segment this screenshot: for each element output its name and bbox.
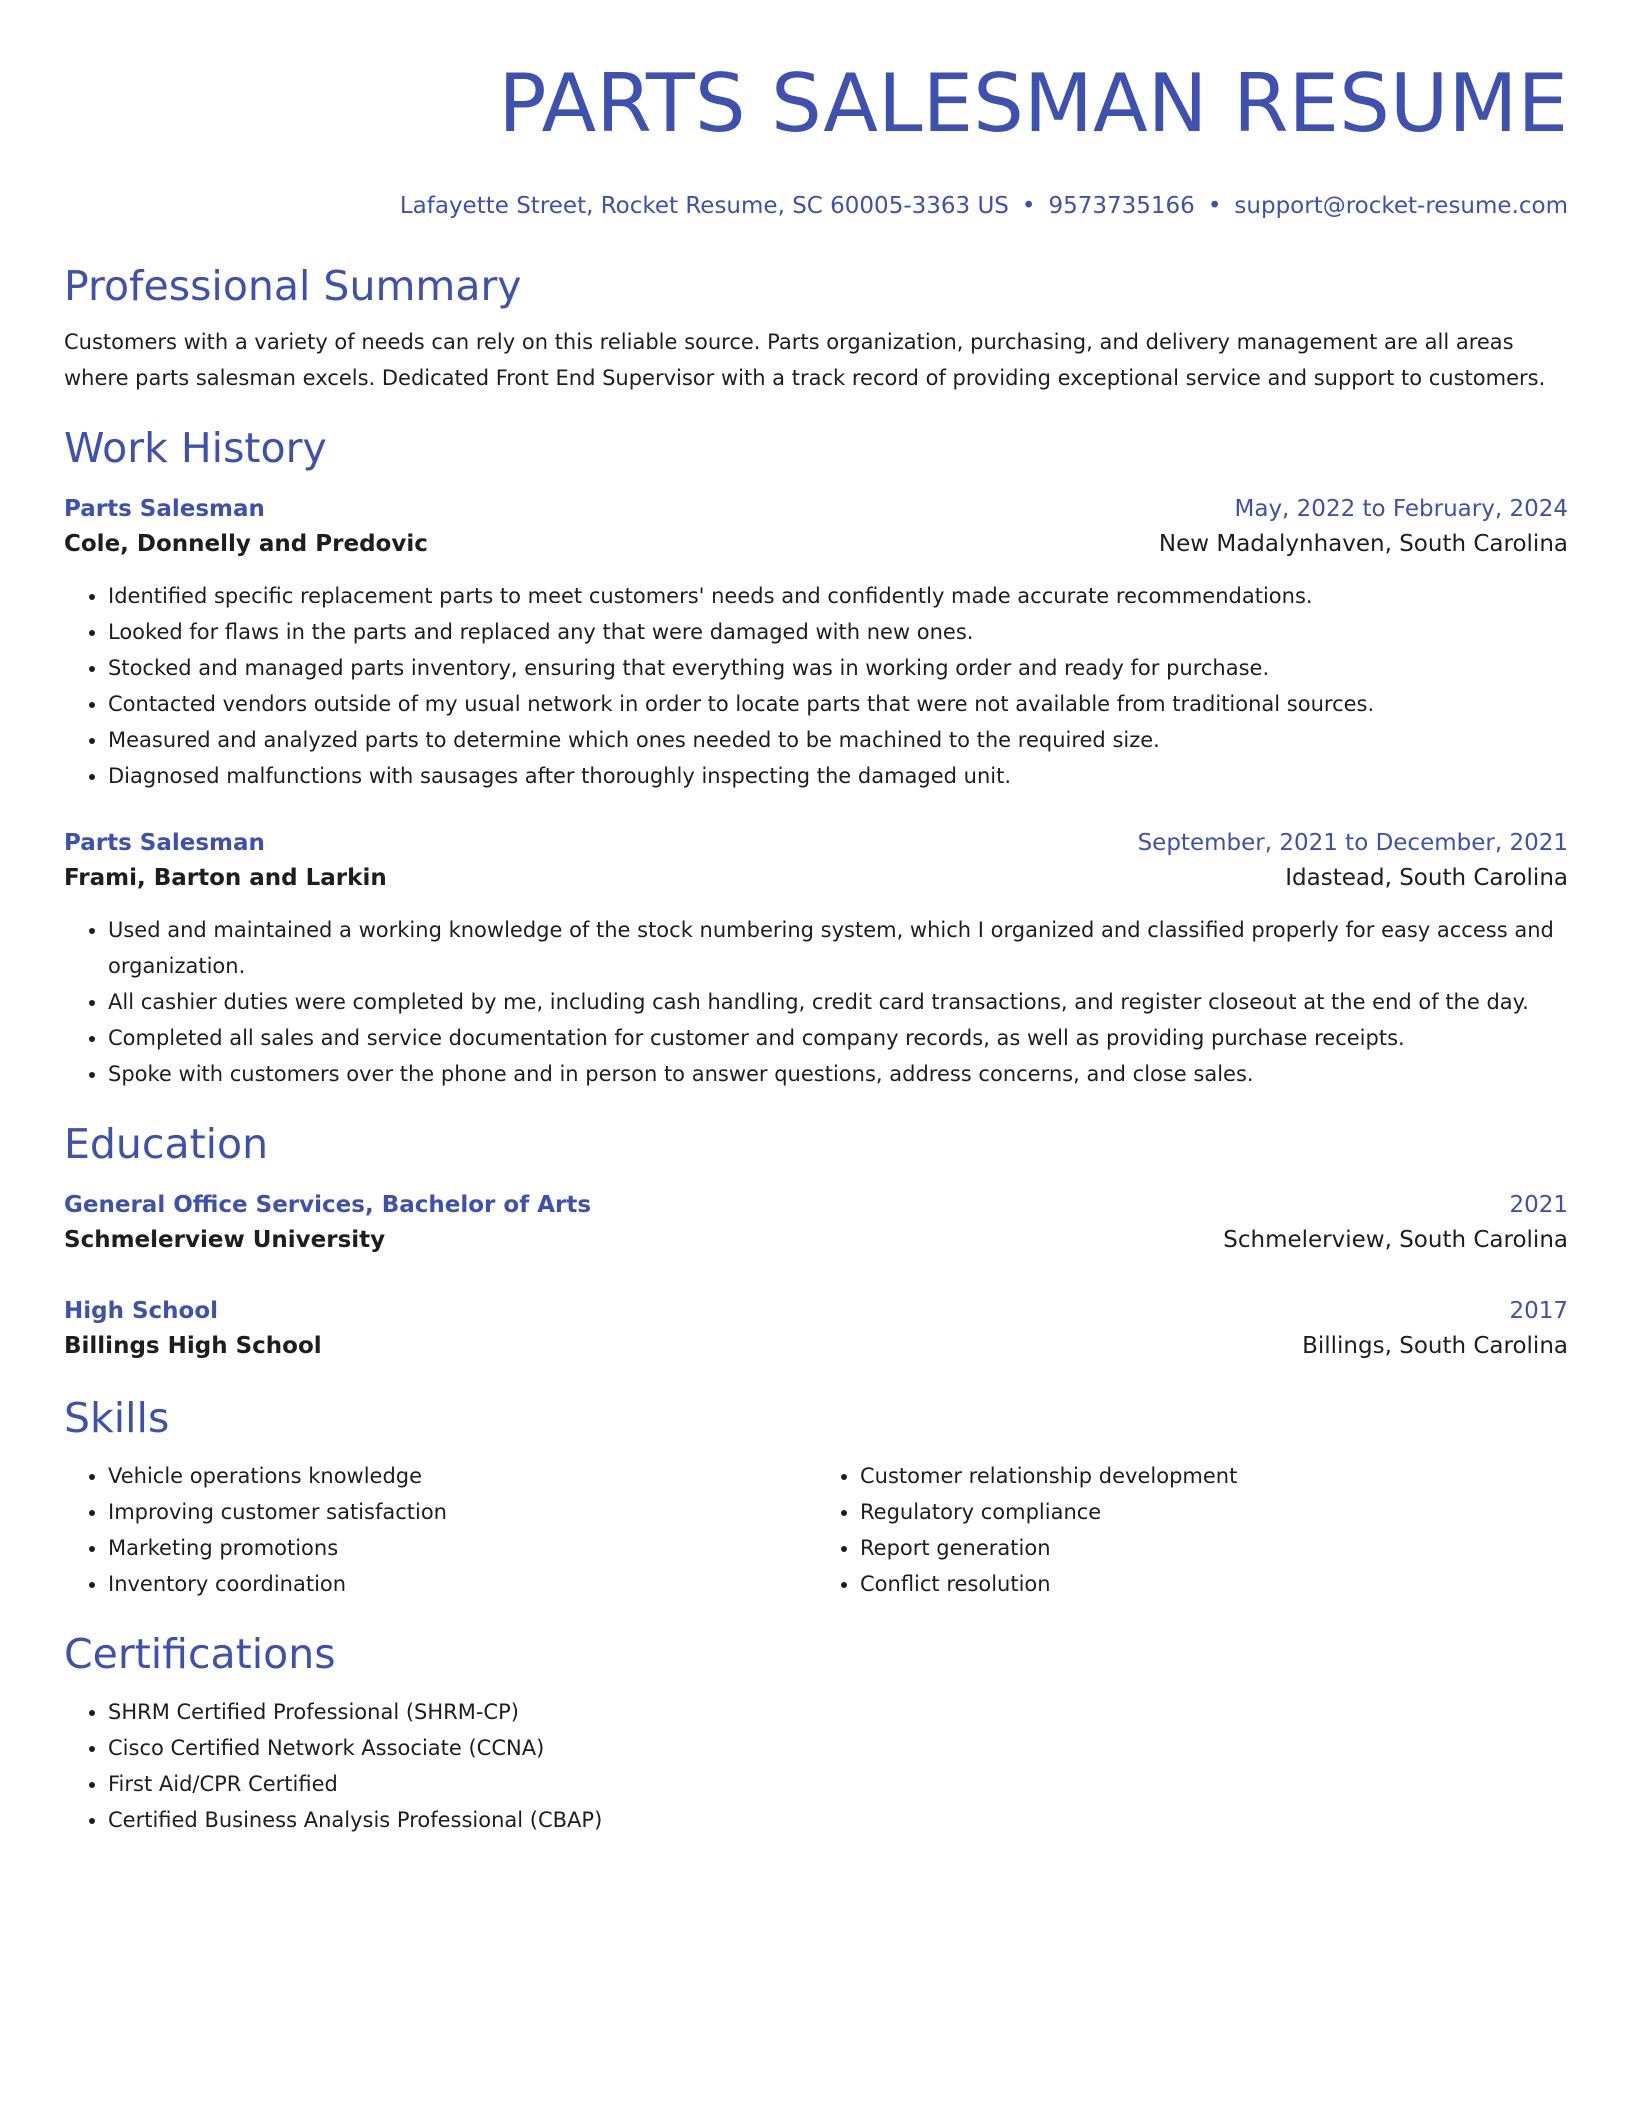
education-location: Billings, South Carolina [1302,1333,1568,1359]
contact-separator: • [1207,193,1222,219]
skill-item: • Report generation [860,1530,1568,1566]
education-entry [64,1294,1568,1364]
resume-title: PARTS SALESMAN RESUME [498,57,1568,150]
education-school-row [64,1328,1568,1364]
education-school: Schmelerview University [64,1227,386,1253]
skill-item: • Regulatory compliance [860,1494,1568,1530]
resume-page [64,48,1568,1838]
job-bullet: • Completed all sales and service documentation for customer and company records, as well as providing purchase receipts. [108,1020,1568,1056]
job-bullet: • Looked for flaws in the parts and replaced any that were damaged with new ones. [108,614,1568,650]
contact-email: support@rocket-resume.com [1234,193,1568,219]
skill-item: • Vehicle operations knowledge [108,1458,816,1494]
job-bullet: • Spoke with customers over the phone and in person to answer questions, address concerns, and close sales. [108,1056,1568,1092]
job-dates: May, 2022 to February, 2024 [1234,496,1568,522]
job-bullet: • Identified specific replacement parts to meet customers' needs and confidently made accurate recommendations. [108,578,1568,614]
job-title: Parts Salesman [64,830,265,856]
skill-item: • Marketing promotions [108,1530,816,1566]
skill-item: • Customer relationship development [860,1458,1568,1494]
contact-separator: • [1021,193,1036,219]
job-bullet: • All cashier duties were completed by me, including cash handling, credit card transactions, and register closeout at the end of the day. [108,984,1568,1020]
job-bullet: • Used and maintained a working knowledge of the stock numbering system, which I organized and classified properly for easy access and organization. [108,912,1568,984]
job-bullet: • Contacted vendors outside of my usual network in order to locate parts that were not available from traditional sources. [108,686,1568,722]
section-heading-certifications: Certifications [64,1630,336,1678]
certification-item: • First Aid/CPR Certified [108,1766,1568,1802]
skills-list-left [64,1458,816,1602]
section-heading-summary: Professional Summary [64,262,522,310]
education-school: Billings High School [64,1333,322,1359]
job-bullet: • Measured and analyzed parts to determine which ones needed to be machined to the required size. [108,722,1568,758]
skill-item: • Conflict resolution [860,1566,1568,1602]
job-bullet-list [64,578,1568,794]
job-header-row [64,826,1568,860]
education-location: Schmelerview, South Carolina [1223,1227,1568,1253]
education-header-row [64,1294,1568,1328]
job-company-row [64,526,1568,562]
job-location: Idastead, South Carolina [1285,865,1568,891]
education-header-row [64,1188,1568,1222]
section-heading-skills: Skills [64,1394,170,1442]
job-title: Parts Salesman [64,496,265,522]
skill-item: • Inventory coordination [108,1566,816,1602]
education-degree: High School [64,1298,219,1324]
job-bullet: • Diagnosed malfunctions with sausages after thoroughly inspecting the damaged unit. [108,758,1568,794]
job-dates: September, 2021 to December, 2021 [1137,830,1568,856]
skills-list-right [816,1458,1568,1602]
certifications-list [64,1694,1568,1838]
job-entry [64,492,1568,794]
job-location: New Madalynhaven, South Carolina [1158,531,1568,557]
job-company: Cole, Donnelly and Predovic [64,531,428,557]
certification-item: • Cisco Certified Network Associate (CCNA) [108,1730,1568,1766]
section-heading-work-history: Work History [64,424,327,472]
contact-phone: 9573735166 [1048,193,1195,219]
certification-item: • Certified Business Analysis Professional (CBAP) [108,1802,1568,1838]
education-degree: General Office Services, Bachelor of Arts [64,1192,592,1218]
summary-text: Customers with a variety of needs can rely on this reliable source. Parts organization, purchasing, and delivery management are all areas where parts salesman excels. Dedicated Front End Supervisor with a track record of providing exceptional service and support to customers. [64,330,1546,390]
skills-columns [64,1458,1568,1602]
certification-item: • SHRM Certified Professional (SHRM-CP) [108,1694,1568,1730]
contact-address: Lafayette Street, Rocket Resume, SC 60005-3363 US [399,193,1009,219]
education-school-row [64,1222,1568,1258]
education-year: 2021 [1509,1192,1568,1218]
job-company: Frami, Barton and Larkin [64,865,387,891]
contact-line [64,190,1568,222]
job-entry [64,826,1568,1092]
job-company-row [64,860,1568,896]
education-year: 2017 [1509,1298,1568,1324]
education-entry [64,1188,1568,1258]
section-heading-education: Education [64,1120,269,1168]
skill-item: • Improving customer satisfaction [108,1494,816,1530]
job-header-row [64,492,1568,526]
job-bullet: • Stocked and managed parts inventory, ensuring that everything was in working order and ready for purchase. [108,650,1568,686]
job-bullet-list [64,912,1568,1092]
